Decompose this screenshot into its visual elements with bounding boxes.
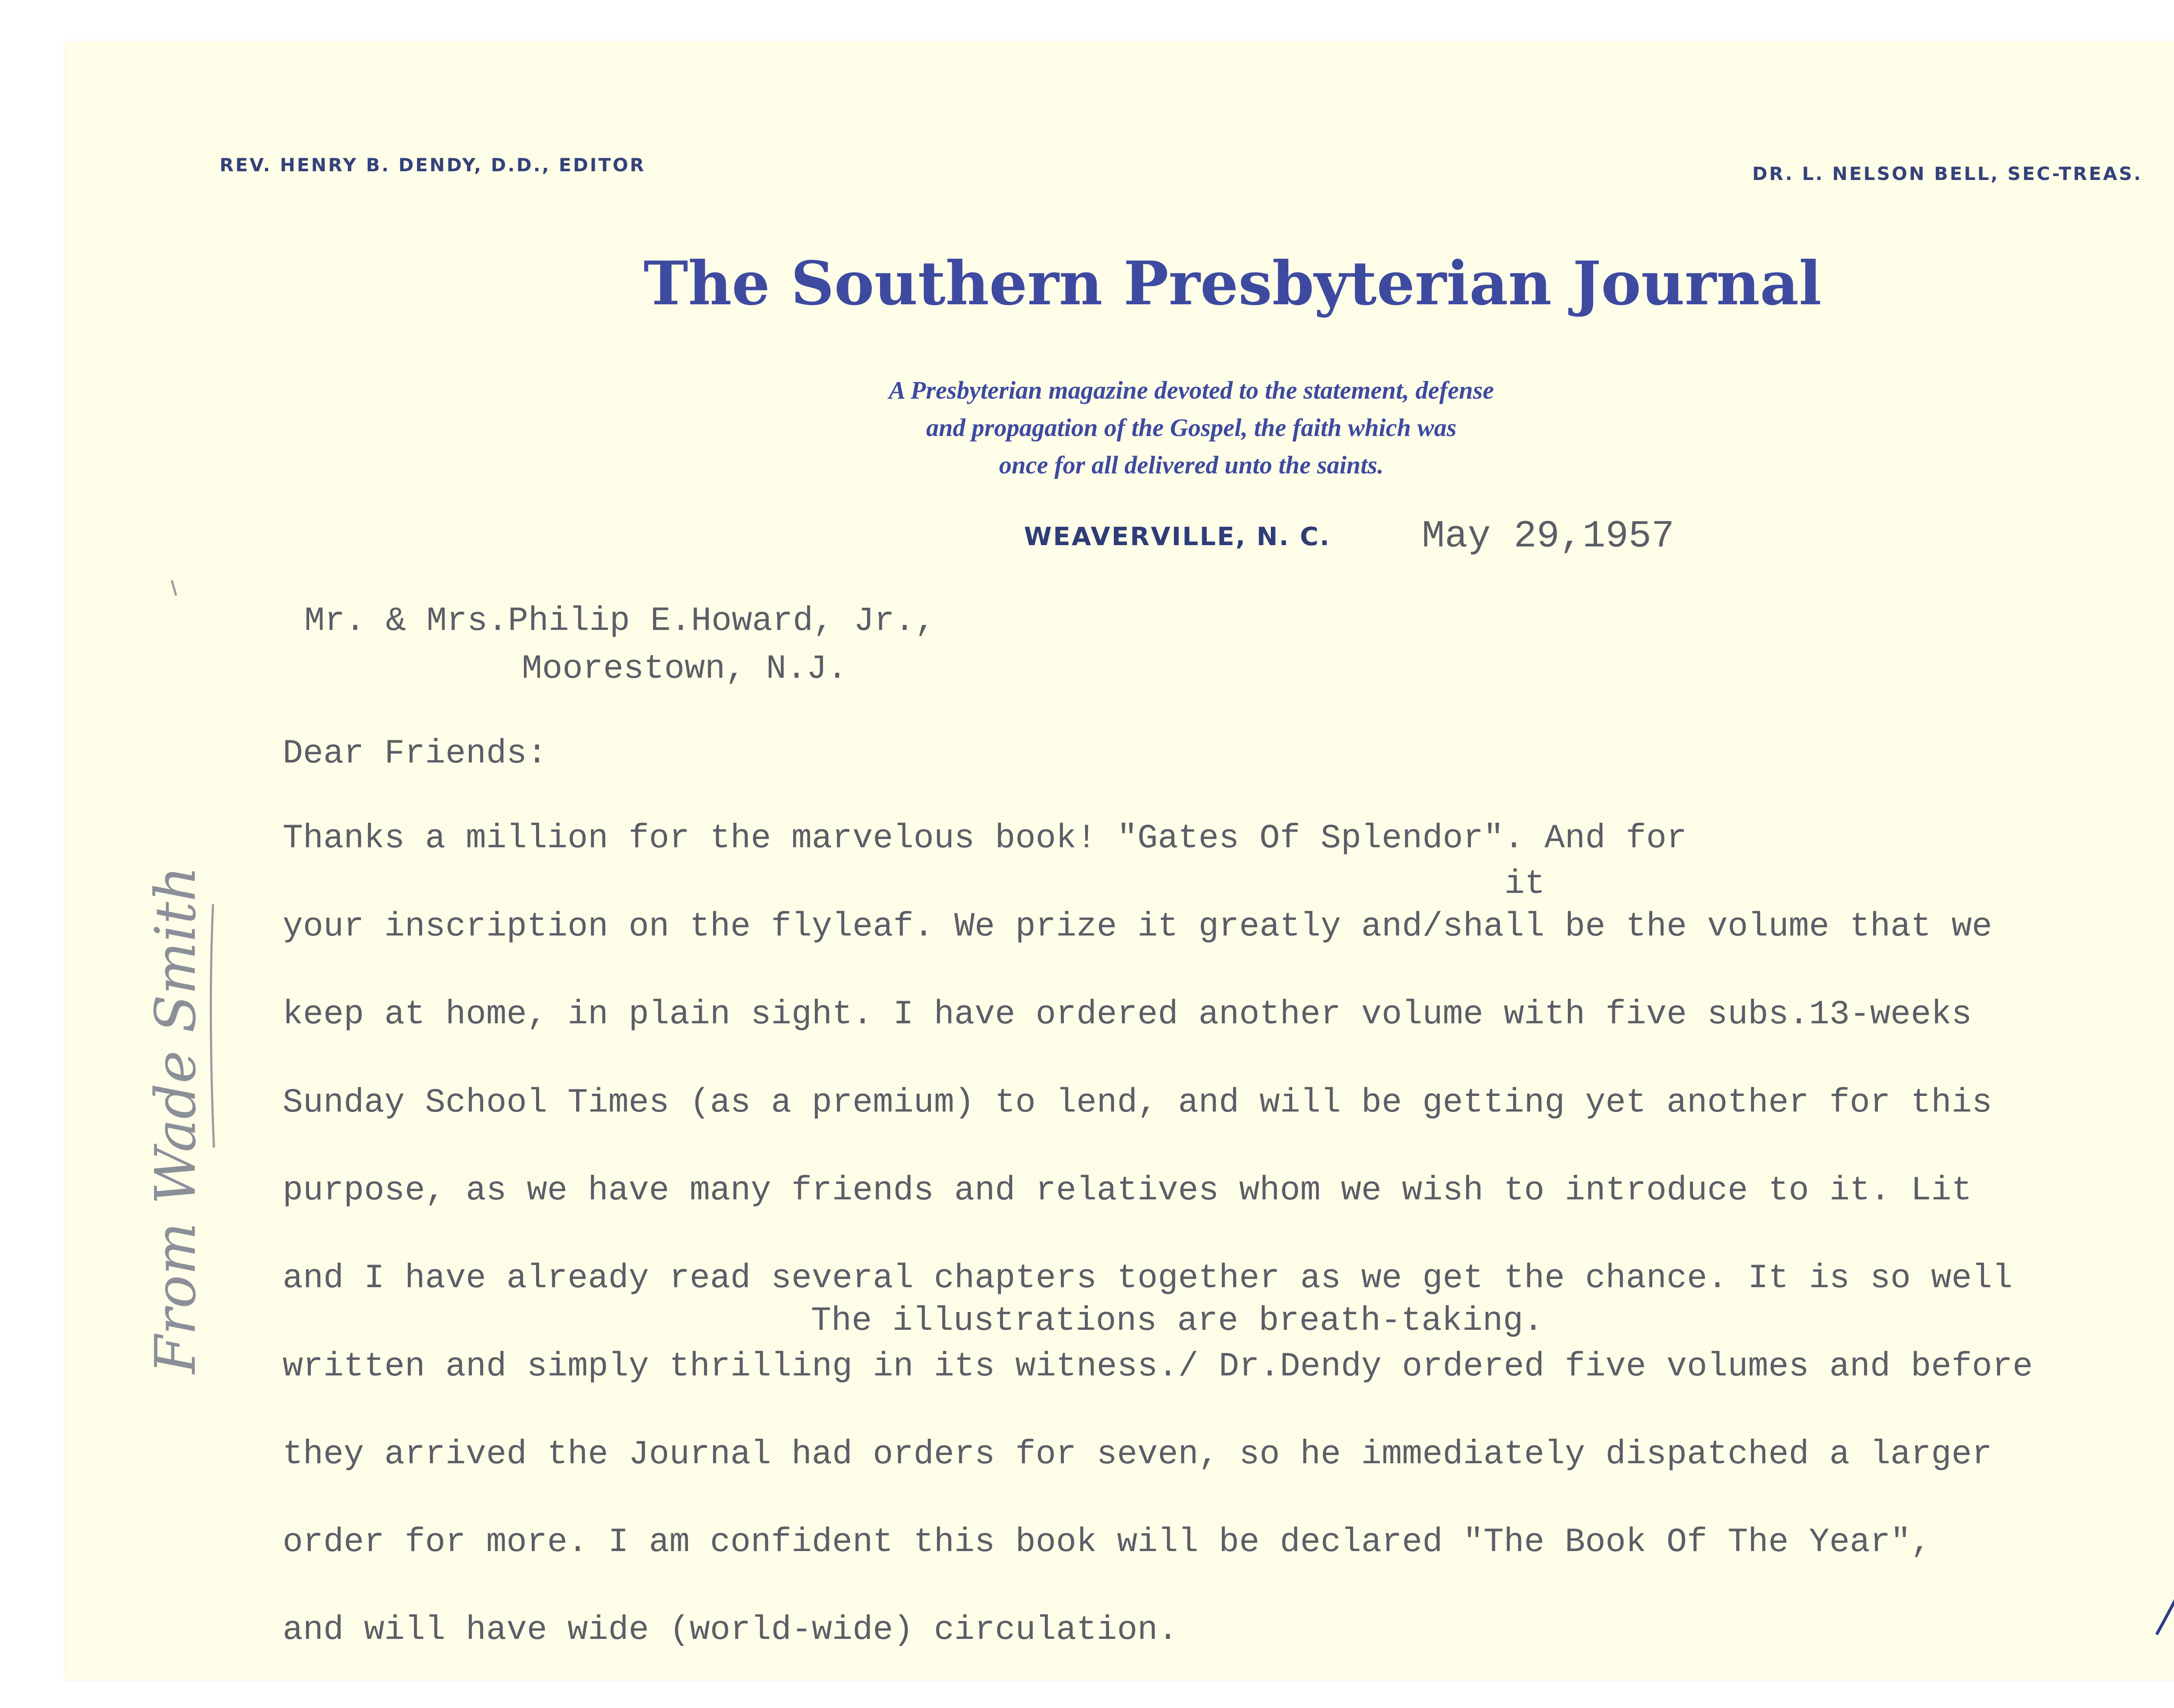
body-line: Sunday School Times (as a premium) to lend, and will be getting yet another for this bbox=[283, 1084, 1992, 1122]
tagline-line: and propagation of the Gospel, the faith which was bbox=[926, 413, 1457, 442]
body-line: and I have already read several chapters together as we get the chance. It is so well bbox=[283, 1259, 2013, 1298]
handwritten-margin-note: From Wade Smith bbox=[143, 866, 208, 1374]
body-line: keep at home, in plain sight. I have ordered another volume with five subs.13-weeks bbox=[283, 996, 1972, 1034]
body-line: purpose, as we have many friends and relatives whom we wish to introduce to it. Lit bbox=[283, 1172, 1972, 1210]
recipient-town: Moorestown, N.J. bbox=[522, 650, 847, 688]
letter-date: May 29,1957 bbox=[1422, 515, 1674, 558]
secretary-credit: DR. L. NELSON BELL, SEC-TREAS. bbox=[1752, 163, 2143, 184]
tagline-line: A Presbyterian magazine devoted to the statement, defense bbox=[889, 376, 1494, 404]
right-margin-bracket bbox=[2157, 796, 2174, 1635]
body-line: written and simply thrilling in its witness./ Dr.Dendy ordered five volumes and before bbox=[283, 1348, 2033, 1386]
insertion-it: it bbox=[1504, 865, 1545, 903]
journal-masthead: The Southern Presbyterian Journal bbox=[644, 248, 1822, 319]
body-line: your inscription on the flyleaf. We prize it greatly and/shall be the volume that we bbox=[283, 908, 1992, 946]
recipient-name: Mr. & Mrs.Philip E.Howard, Jr., bbox=[304, 602, 936, 640]
handwritten-tick-mark bbox=[172, 580, 176, 596]
editor-credit: REV. HENRY B. DENDY, D.D., EDITOR bbox=[220, 154, 646, 176]
letterhead-location: WEAVERVILLE, N. C. bbox=[1024, 522, 1331, 551]
body-line: they arrived the Journal had orders for seven, so he immediately dispatched a larger bbox=[283, 1435, 1992, 1474]
body-line: order for more. I am confident this book will be declared "The Book Of The Year", bbox=[283, 1523, 1931, 1562]
body-line: and will have wide (world-wide) circulation. bbox=[283, 1611, 1178, 1649]
tagline-line: once for all delivered unto the saints. bbox=[999, 451, 1384, 479]
insertion-illustrations: The illustrations are breath-taking. bbox=[811, 1302, 1544, 1340]
body-line: Thanks a million for the marvelous book! "Gates Of Splendor". And for bbox=[283, 819, 1687, 858]
left-margin-line bbox=[211, 904, 214, 1148]
salutation: Dear Friends: bbox=[283, 735, 547, 773]
